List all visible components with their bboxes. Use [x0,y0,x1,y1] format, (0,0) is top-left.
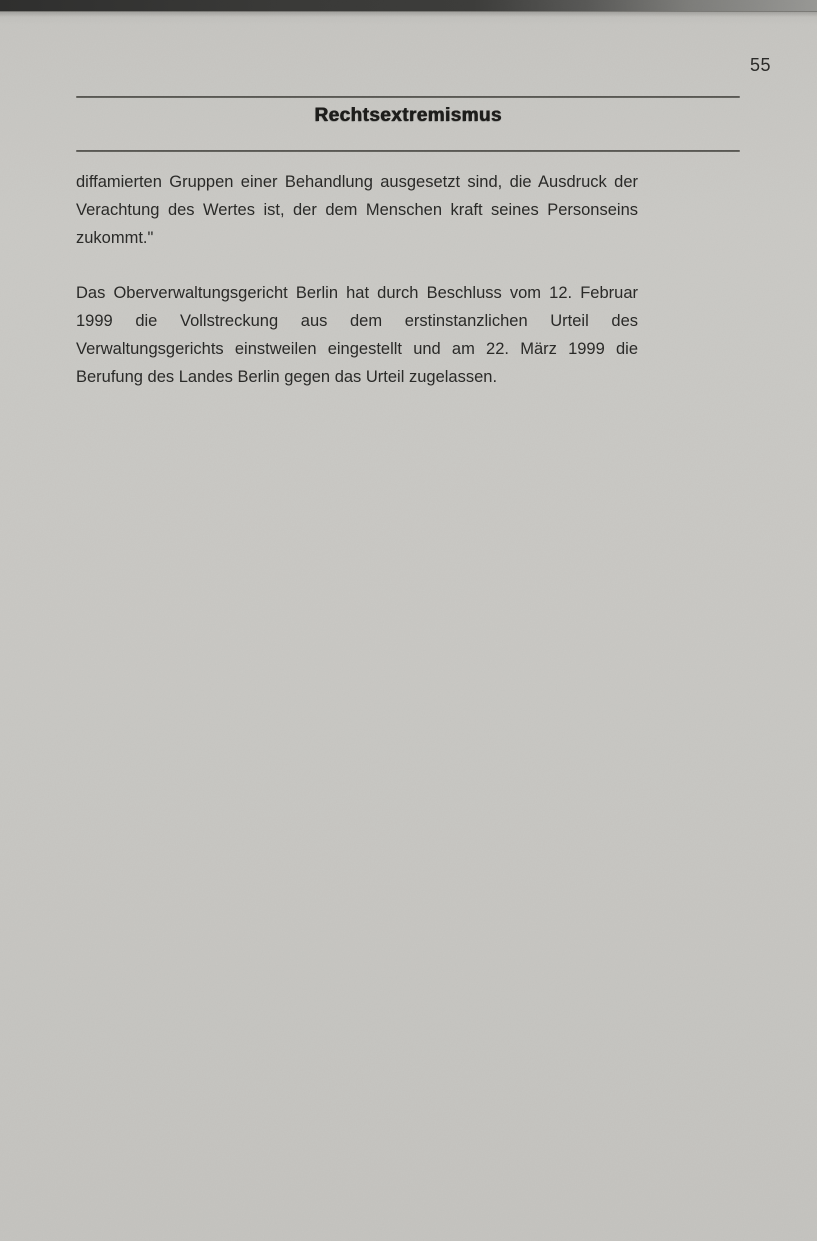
document-body [76,168,638,391]
header-rule-bottom [76,150,740,152]
header-rule-top [76,96,740,98]
page-header-title: Rechtsextremismus [314,105,502,126]
paragraph-1: diffamierten Gruppen einer Behandlung ausgesetzt sind, die Ausdruck der Verachtung des Wertes ist, der dem Menschen kraft seines Personseins zukommt." [76,173,638,247]
paragraph-2: Das Oberverwaltungsgericht Berlin hat durch Beschluss vom 12. Februar 1999 die Vollstreckung aus dem erstinstanzlichen Urteil des Verwaltungsgerichts einstweilen eingestellt und am 22. März 1999 die Berufung des Landes Berlin gegen das Urteil zugelassen. [76,284,638,386]
scan-edge-artifact [0,0,817,12]
page-number: 55 [749,55,771,75]
